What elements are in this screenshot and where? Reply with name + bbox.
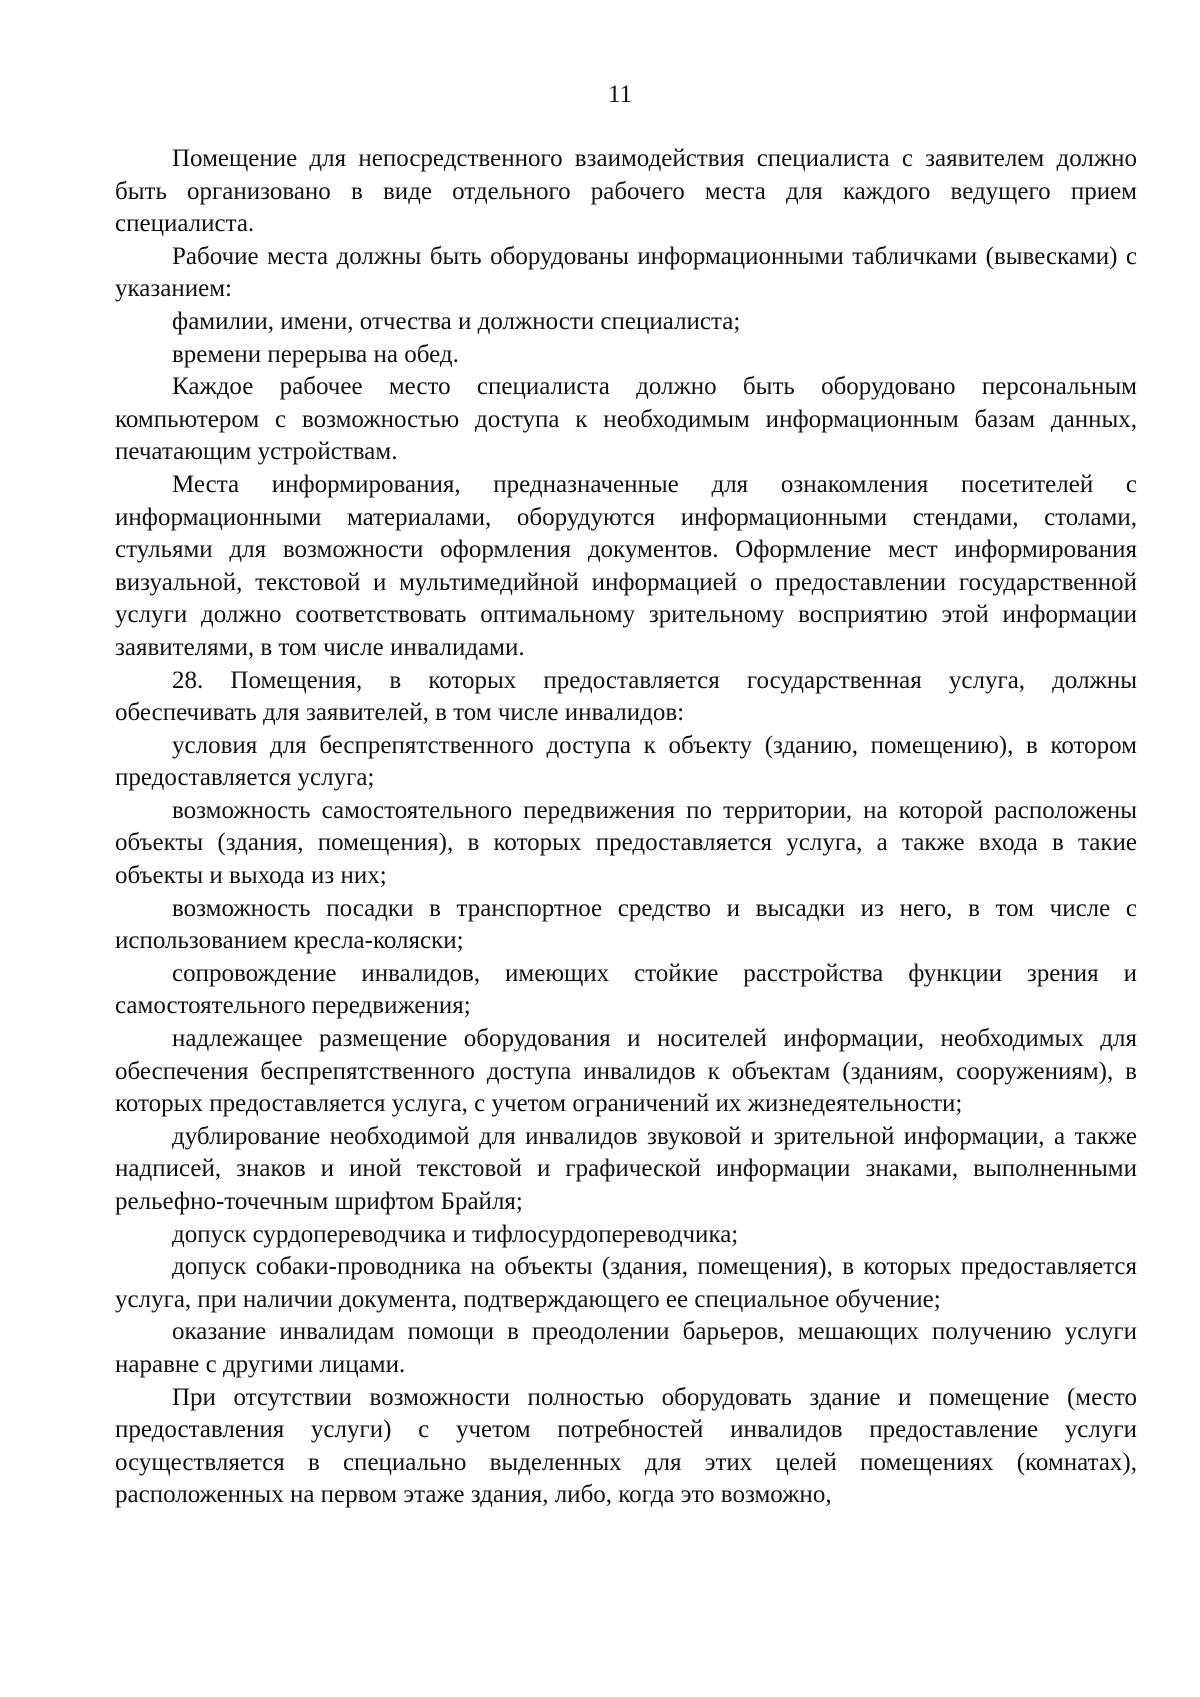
paragraph-sign-interpreter: допуск сурдопереводчика и тифлосурдопереводчика; [172,1220,739,1248]
paragraph-information-duplication: дублирование необходимой для инвалидов звуковой и зрительной информации, а также надписей, знаков и иной текстовой и графической информации знаками, выполненными рельефно-точечным шрифтом Брайля; [115,1122,1137,1215]
paragraph-independent-movement: возможность самостоятельного передвижения по территории, на которой расположены объекты (здания, помещения), в которых предоставляется услуга, а также входа в такие объекты и выхода из них; [115,796,1137,890]
paragraph-escort: сопровождение инвалидов, имеющих стойкие расстройства функции зрения и самостоятельного передвижения; [115,959,1137,1020]
paragraph-workplace-computer: Каждое рабочее место специалиста должно быть оборудовано персональным компьютером с возможностью доступа к необходимым информационным базам данных, печатающим устройствам. [115,373,1137,466]
paragraph-access-conditions: условия для беспрепятственного доступа к объекту (зданию, помещению), в котором предоставляется услуга; [115,731,1137,792]
paragraph-workplace-signs: Рабочие места должны быть оборудованы информационными табличками (вывесками) с указанием: [115,242,1137,303]
paragraph-sign-lunch-break: времени перерыва на обед. [172,340,459,368]
paragraph-guide-dog: допуск собаки-проводника на объекты (здания, помещения), в которых предоставляется услуга, при наличии документа, подтверждающего ее специальное обучение; [115,1253,1137,1313]
paragraph-workplace-organization: Помещение для непосредственного взаимодействия специалиста с заявителем должно быть организовано в виде отдельного рабочего места для каждого ведущего прием специалиста. [115,145,1137,238]
paragraph-equipment-placement: надлежащее размещение оборудования и носителей информации, необходимых для обеспечения беспрепятственного доступа инвалидов к объектам (зданиям, сооружениям), в которых предоставляется услуга, с учетом ограничений их жизнедеятельности; [115,1025,1137,1118]
document-body [115,143,1137,1512]
paragraph-alternative-premises: При отсутствии возможности полностью оборудовать здание и помещение (место предоставления услуги) с учетом потребностей инвалидов предоставление услуги осуществляется в специально выделенных для этих целей помещениях (комнатах), расположенных на первом этаже здания, либо, когда это возможно, [115,1383,1137,1509]
paragraph-item-28: 28. Помещения, в которых предоставляется государственная услуга, должны обеспечивать для заявителей, в том числе инвалидов: [115,666,1137,727]
paragraph-barrier-assistance: оказание инвалидам помощи в преодолении барьеров, мешающих получению услуги наравне с другими лицами. [115,1318,1137,1378]
paragraph-vehicle-boarding: возможность посадки в транспортное средство и высадки из него, в том числе с использованием кресла-коляски; [115,894,1137,955]
paragraph-information-places: Места информирования, предназначенные для ознакомления посетителей с информационными материалами, оборудуются информационными стендами, столами, стульями для возможности оформления документов. Оформление мест информирования визуальной, текстовой и мультимедийной информацией о предоставлении государственной услуги должно соответствовать оптимальному зрительному восприятию этой информации заявителями, в том числе инвалидами. [115,470,1137,661]
paragraph-sign-name-position: фамилии, имени, отчества и должности специалиста; [172,307,741,335]
page-number: 11 [607,81,633,108]
